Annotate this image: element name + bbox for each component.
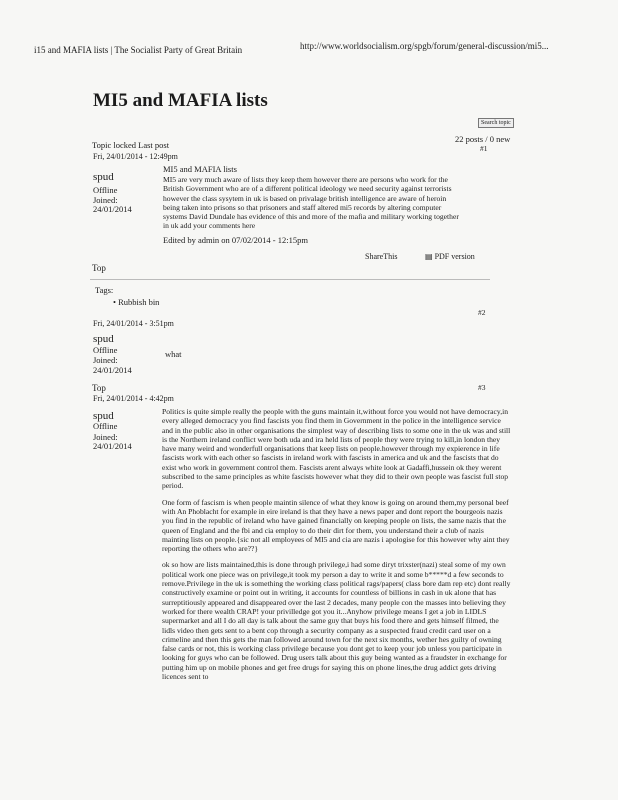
post-subject: MI5 and MAFIA lists [163, 164, 237, 174]
post-number[interactable]: #1 [480, 144, 488, 153]
pdf-version-label: PDF version [434, 252, 475, 261]
post-number[interactable]: #2 [478, 308, 486, 317]
post-body: MI5 are very much aware of lists they keep them however there are persons who work for the British Government who are of a different political ideology we need security against terrorists however the class sysytem in uk is based on privalage british intelligence are aware of heroin being taken into prisons so that prisoners and staff altered mi5 records by altering computer systems David Dundale has evidence of this and more of the mafia and military working together in uk add your comments here [163, 175, 459, 231]
edited-note: Edited by admin on 07/02/2014 - 12:15pm [163, 235, 308, 245]
top-link[interactable]: Top [92, 263, 106, 273]
joined-date: 24/01/2014 [93, 365, 132, 375]
author-status: Offline [93, 345, 118, 355]
browser-page-title: i15 and MAFIA lists | The Socialist Party of Great Britain [34, 45, 243, 55]
joined-date: 24/01/2014 [93, 441, 132, 451]
author-status: Offline [93, 185, 118, 195]
post-date: Fri, 24/01/2014 - 12:49pm [93, 152, 178, 161]
top-link[interactable]: Top [92, 383, 106, 393]
post-number[interactable]: #3 [478, 383, 486, 392]
last-post-link[interactable]: Last post [138, 140, 170, 150]
tag-label: Rubbish bin [118, 297, 160, 307]
author-status: Offline [93, 421, 118, 431]
post-paragraph: ok so how are lists maintained,this is done through privilege,i had some diryt trixster(nazi) steal some of my own political work one piece was on privilege,it took my person a day to write it and some b*****d a few seconds to remove.Privilege in the uk is something the working class political rags/papers( class bore dam rep etc) dont really constructively examine or point out in writing, it accounts for countless of billions in cash in uk alone that has surreptitiously appeared and disappeared over the last 2 decades, many people con the masses into believing they worked for there wealth CRAP! your privilledge got you it...Anyhow privilege means I get a job in LIDLS supermarket and all I do all day is talk about the same guy that buys his food there and gets himself filmed, the lidls video then gets sent to a bent cop through a security company as a suspected fraud credit card user on a crimeline and then this gets the man followed around town for the next six months, wether hes guilty of owning false cards or not, this is working class privilege because you dont get to keep your job unless you participate in looking for guys who can be followed. Drug users talk about this guy being wanted as a fraudster in exchange for putting him up on mobile phones and get free drugs for saying this on phone lines,the drug addict gets driving licences sent to [162, 560, 511, 682]
post-body: what [165, 349, 182, 359]
joined-label: Joined: [93, 195, 118, 205]
joined-date: 24/01/2014 [93, 204, 132, 214]
pdf-version-link[interactable] [425, 252, 475, 261]
post-date: Fri, 24/01/2014 - 4:42pm [93, 394, 174, 403]
post-1 [0, 144, 618, 284]
sharethis-link[interactable]: ShareThis [365, 252, 398, 261]
browser-url[interactable]: http://www.worldsocialism.org/spgb/forum/general-discussion/mi5... [300, 41, 549, 51]
joined-label: Joined: [93, 432, 118, 442]
post-date: Fri, 24/01/2014 - 3:51pm [93, 319, 174, 328]
post-paragraph: One form of fascism is when people maintin silence of what they know is going on around them,my personal beef with An Phoblacht for example in eire ireland is that they have a news paper and dont report the bourgeois nazis you find in the republic of ireland who have gained financially on keeping people on lists, the same nazis that the queen of England and the fbi and cia employ to do their dirt for them, you understand their a club of nazis mainting lists on people.{sic not all employees of MI5 and cia are nazis i apologise for this however why aint they reporting the others who are??} [162, 497, 510, 554]
post-author[interactable]: spud [93, 171, 114, 183]
search-topic-button[interactable]: Search topic [478, 118, 514, 128]
post-2 [0, 308, 618, 383]
tags-label: Tags: [95, 285, 114, 295]
post-paragraph: Politics is quite simple really the people with the guns maintain it,without force you would not have democracy,in every alleged democracy you find fascists you find them in Government in the police in the intelligence service and in the public also in other organisations the simplest way of describing lists to some one in the uk was and still is the Northern ireland conflict were both uda and ira held lists of people they were trying to kill,in london they have many weird and wonderfull organisations that keep lists on people.however through my expierence in life fascists work with each other so fascists in ireland work with fascists in america and uk and the fascists that do exist who work in government control them. Fascists arent always white look at Gadaffi,hussein ok they werent subscribed to the same principles as white fascists however what they did to their own people was fascist full stop period. [162, 407, 511, 491]
post-author[interactable]: spud [93, 333, 114, 345]
joined-label: Joined: [93, 355, 118, 365]
bullet-icon: • [113, 297, 119, 307]
post-body [162, 407, 512, 797]
posts-count: 22 posts / 0 new [455, 134, 511, 144]
pdf-icon: ▤ [425, 252, 435, 261]
tag-item[interactable] [113, 297, 159, 307]
post-author[interactable]: spud [93, 410, 114, 422]
divider [90, 279, 490, 280]
topic-locked-label: Topic locked [92, 140, 137, 150]
topic-title: MI5 and MAFIA lists [93, 90, 268, 111]
